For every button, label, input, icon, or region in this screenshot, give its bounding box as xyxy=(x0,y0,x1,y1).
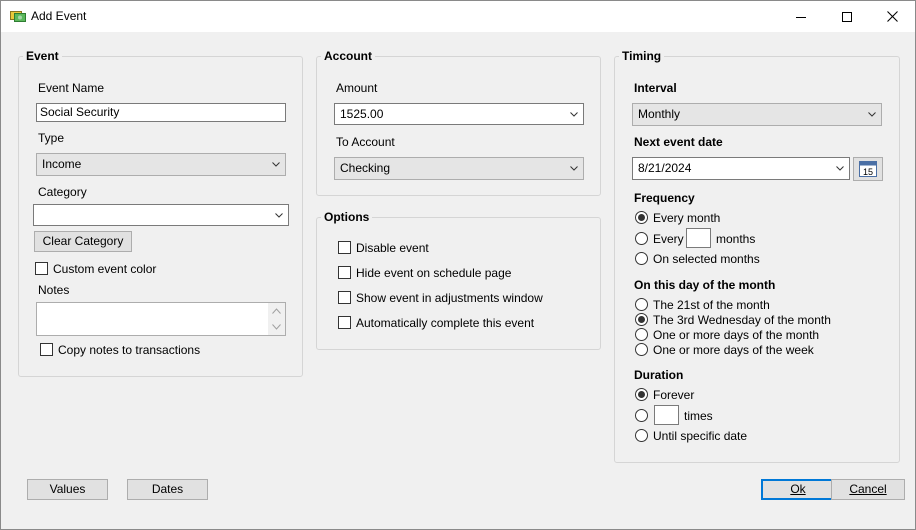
clear-category-button[interactable]: Clear Category xyxy=(34,231,132,252)
show-in-adjustments-checkbox[interactable] xyxy=(338,291,351,304)
times-label: times xyxy=(684,409,713,423)
chevron-down-icon xyxy=(272,162,280,167)
every-label[interactable]: Every xyxy=(653,232,684,246)
n-times-radio[interactable] xyxy=(635,409,648,422)
selected-months-label[interactable]: On selected months xyxy=(653,252,760,266)
chevron-down-icon xyxy=(570,166,578,171)
duration-label: Duration xyxy=(634,368,684,382)
days-of-month-radio[interactable] xyxy=(635,328,648,341)
forever-label[interactable]: Forever xyxy=(653,388,695,402)
next-event-date-picker[interactable] xyxy=(632,157,850,180)
day-of-month-label: On this day of the month xyxy=(634,278,776,292)
amount-label: Amount xyxy=(336,81,378,95)
minimize-button[interactable] xyxy=(778,1,824,32)
chevron-down-icon[interactable] xyxy=(272,324,281,330)
event-name-label: Event Name xyxy=(38,81,105,95)
months-label: months xyxy=(716,232,756,246)
type-select-value: Income xyxy=(42,157,82,171)
maximize-icon xyxy=(842,12,852,22)
minimize-icon xyxy=(796,12,806,22)
amount-value: 1525.00 xyxy=(340,107,384,121)
event-legend: Event xyxy=(26,49,59,63)
type-label: Type xyxy=(38,131,65,145)
ok-button[interactable] xyxy=(761,479,835,500)
ok-button-label: Ok xyxy=(790,482,806,496)
day-3rd-wednesday-label[interactable]: The 3rd Wednesday of the month xyxy=(653,313,831,327)
dates-button[interactable]: Dates xyxy=(127,479,208,500)
show-in-adjustments-label[interactable]: Show event in adjustments window xyxy=(356,291,543,305)
next-event-date-value: 8/21/2024 xyxy=(638,161,692,175)
notes-scrollbar[interactable] xyxy=(268,303,285,335)
account-legend: Account xyxy=(324,49,372,63)
type-select[interactable] xyxy=(36,153,286,176)
money-icon xyxy=(10,9,26,23)
day-21st-radio[interactable] xyxy=(635,298,648,311)
every-month-label[interactable]: Every month xyxy=(653,211,721,225)
copy-notes-checkbox[interactable] xyxy=(40,343,53,356)
amount-combo[interactable] xyxy=(334,103,584,125)
custom-event-color-label[interactable]: Custom event color xyxy=(53,262,157,276)
values-button[interactable]: Values xyxy=(27,479,108,500)
options-legend: Options xyxy=(324,210,370,224)
auto-complete-checkbox[interactable] xyxy=(338,316,351,329)
chevron-down-icon xyxy=(836,166,844,171)
close-button[interactable] xyxy=(869,1,915,32)
selected-months-radio[interactable] xyxy=(635,252,648,265)
auto-complete-label[interactable]: Automatically complete this event xyxy=(356,316,535,330)
calendar-button[interactable] xyxy=(853,157,883,181)
days-of-month-label[interactable]: One or more days of the month xyxy=(653,328,820,342)
category-label: Category xyxy=(38,185,87,199)
days-of-week-label[interactable]: One or more days of the week xyxy=(653,343,814,357)
disable-event-checkbox[interactable] xyxy=(338,241,351,254)
until-date-radio[interactable] xyxy=(635,429,648,442)
calendar-icon xyxy=(858,160,878,178)
frequency-label: Frequency xyxy=(634,191,695,205)
interval-label: Interval xyxy=(634,81,677,95)
event-name-input[interactable]: Social Security xyxy=(36,103,286,122)
chevron-up-icon[interactable] xyxy=(272,308,281,314)
interval-value: Monthly xyxy=(638,107,681,121)
cancel-button[interactable] xyxy=(831,479,905,500)
hide-event-label[interactable]: Hide event on schedule page xyxy=(356,266,512,280)
every-month-radio[interactable] xyxy=(635,211,648,224)
chevron-down-icon xyxy=(868,112,876,117)
to-account-label: To Account xyxy=(336,135,395,149)
chevron-down-icon xyxy=(275,213,283,218)
close-icon xyxy=(887,11,898,22)
n-times-input[interactable] xyxy=(654,405,679,425)
hide-event-checkbox[interactable] xyxy=(338,266,351,279)
day-21st-label[interactable]: The 21st of the month xyxy=(653,298,770,312)
every-n-months-input[interactable] xyxy=(686,228,711,248)
window-title: Add Event xyxy=(31,9,87,23)
timing-legend: Timing xyxy=(622,49,662,63)
days-of-week-radio[interactable] xyxy=(635,343,648,356)
category-select[interactable] xyxy=(33,204,289,226)
to-account-value: Checking xyxy=(340,161,391,175)
day-3rd-wednesday-radio[interactable] xyxy=(635,313,648,326)
disable-event-label[interactable]: Disable event xyxy=(356,241,429,255)
notes-textarea[interactable] xyxy=(36,302,286,336)
notes-label: Notes xyxy=(38,283,70,297)
custom-event-color-checkbox[interactable] xyxy=(35,262,48,275)
copy-notes-label[interactable]: Copy notes to transactions xyxy=(58,343,201,357)
cancel-button-label: Cancel xyxy=(849,482,887,496)
maximize-button[interactable] xyxy=(824,1,870,32)
interval-select[interactable] xyxy=(632,103,882,126)
until-date-label[interactable]: Until specific date xyxy=(653,429,748,443)
every-n-months-radio[interactable] xyxy=(635,232,648,245)
chevron-down-icon xyxy=(570,112,578,117)
next-event-date-label: Next event date xyxy=(634,135,723,149)
title-bar[interactable] xyxy=(1,1,915,32)
forever-radio[interactable] xyxy=(635,388,648,401)
calendar-day: 15 xyxy=(862,167,874,177)
to-account-select[interactable] xyxy=(334,157,584,180)
